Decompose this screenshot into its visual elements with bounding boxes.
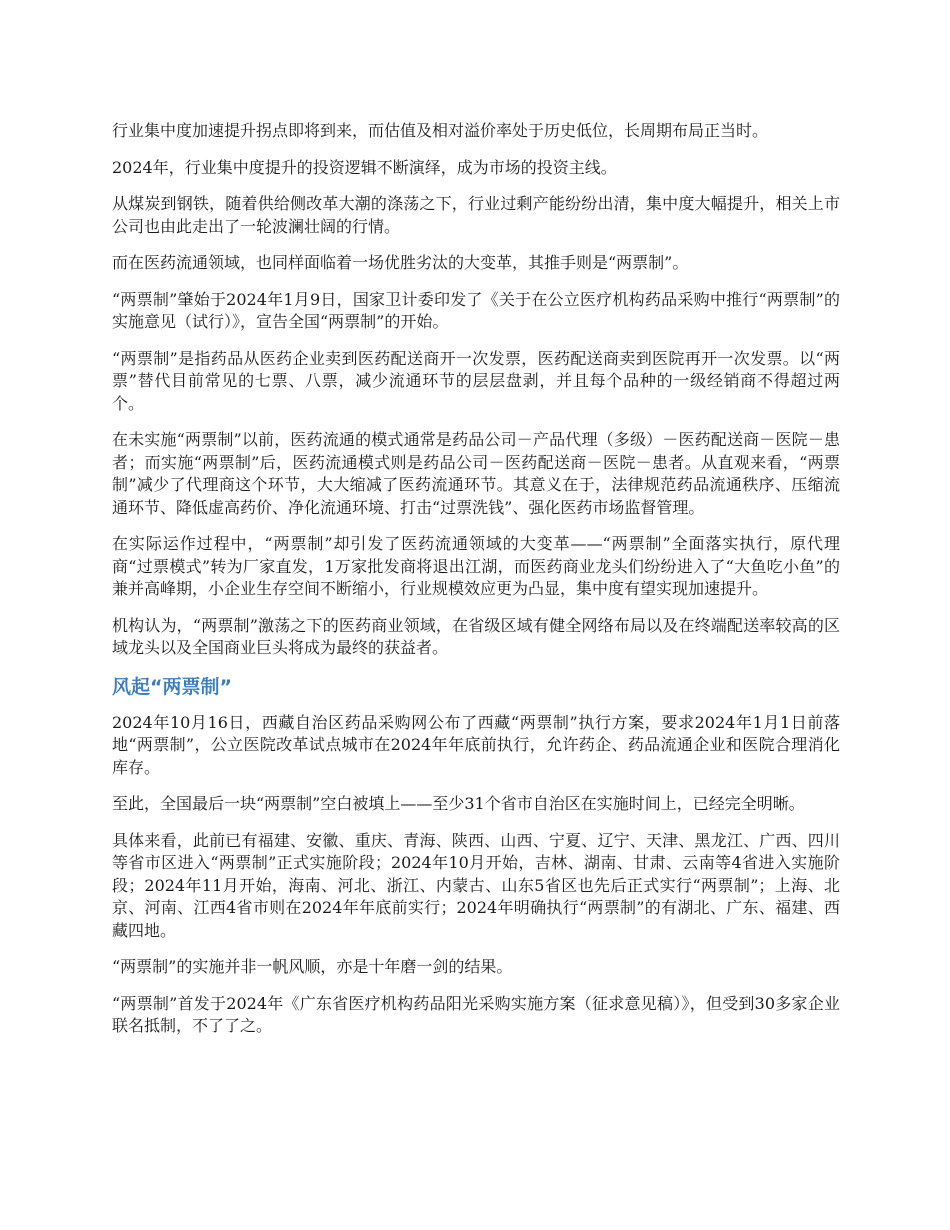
section-heading: 风起“两票制” (112, 675, 232, 698)
paragraph-industry-transformation: 在实际运作过程中，“两票制”却引发了医药流通领域的大变革——“两票制”全面落实执行，原代理商“过票模式”转为厂家直发，1万家批发商将退出江湖，而医药商业龙头们纷纷进入了“大鱼吃小鱼”的兼并高峰期，小企业生存空间不断缩小，行业规模效应更为凸显，集中度有望实现加速提升。 (112, 534, 840, 598)
paragraph-two-invoice-definition: “两票制”是指药品从医药企业卖到医药配送商开一次发票，医药配送商卖到医院再开一次发票。以“两票”替代目前常见的七票、八票，减少流通环节的层层盘剥，并且每个品种的一级经销商不得超过两个。 (112, 348, 840, 413)
paragraph-province-rollout: 具体来看，此前已有福建、安徽、重庆、青海、陕西、山西、宁夏、辽宁、天津、黑龙江、广西、四川等省市区进入“两票制”正式实施阶段；2024年10月开始，吉林、湖南、甘肃、云南等4省进入实施阶段；2024年11月开始，海南、河北、浙江、内蒙古、山东5省区也先后正式实行“两票制”；上海、北京、河南、江西4省市则在2024年年底前实行；2024年明确执行“两票制”的有湖北、广东、福建、西藏四地。 (112, 830, 840, 940)
paragraph-pharma-distribution-change: 而在医药流通领域，也同样面临着一场优胜劣汰的大变革，其推手则是“两票制”。 (112, 253, 689, 272)
paragraph-guangdong-first-draft: “两票制”首发于2024年《广东省医疗机构药品阳光采购实施方案（征求意见稿）》，但受到30多家企业联名抵制，不了了之。 (112, 993, 840, 1035)
paragraph-two-invoice-origin: “两票制”肇始于2024年1月9日，国家卫计委印发了《关于在公立医疗机构药品采购中推行“两票制”的实施意见（试行）》，宣告全国“两票制”的开始。 (112, 289, 840, 331)
paragraph-industry-concentration-turning-point: 行业集中度加速提升拐点即将到来，而估值及相对溢价率处于历史低位，长周期布局正当时。 (112, 121, 769, 140)
paragraph-ten-years: “两票制”的实施并非一帆风顺，亦是十年磨一剑的结果。 (112, 957, 513, 976)
paragraph-tibet-plan: 2024年10月16日，西藏自治区药品采购网公布了西藏“两票制”执行方案，要求2024年1月1日前落地“两票制”，公立医院改革试点城市在2024年年底前执行，允许药企、药品流通企业和医院合理消化库存。 (112, 712, 840, 777)
paragraph-2024-investment-logic: 2024年，行业集中度提升的投资逻辑不断演绎，成为市场的投资主线。 (112, 157, 617, 177)
paragraph-institutional-view: 机构认为，“两票制”激荡之下的医药商业领域，在省级区域有健全网络布局以及在终端配送率较高的区域龙头以及全国商业巨头将成为最终的获益者。 (112, 615, 840, 657)
paragraph-nationwide-coverage: 至此，全国最后一块“两票制”空白被填上——至少31个省市自治区在实施时间上，已经完全明晰。 (112, 794, 805, 813)
paragraph-distribution-model-comparison: 在未实施“两票制”以前，医药流通的模式通常是药品公司－产品代理（多级）－医药配送商－医院－患者；而实施“两票制”后，医药流通模式则是药品公司－医药配送商－医院－患者。从直观来看，“两票制”减少了代理商这个环节，大大缩减了医药流通环节。其意义在于，法律规范药品流通秩序、压缩流通环节、降低虚高药价、净化流通环境、打击“过票洗钱”、强化医药市场监督管理。 (112, 430, 840, 517)
paragraph-coal-steel-reform: 从煤炭到钢铁，随着供给侧改革大潮的涤荡之下，行业过剩产能纷纷出清，集中度大幅提升，相关上市公司也由此走出了一轮波澜壮阔的行情。 (112, 194, 840, 236)
article-body (112, 120, 840, 1052)
